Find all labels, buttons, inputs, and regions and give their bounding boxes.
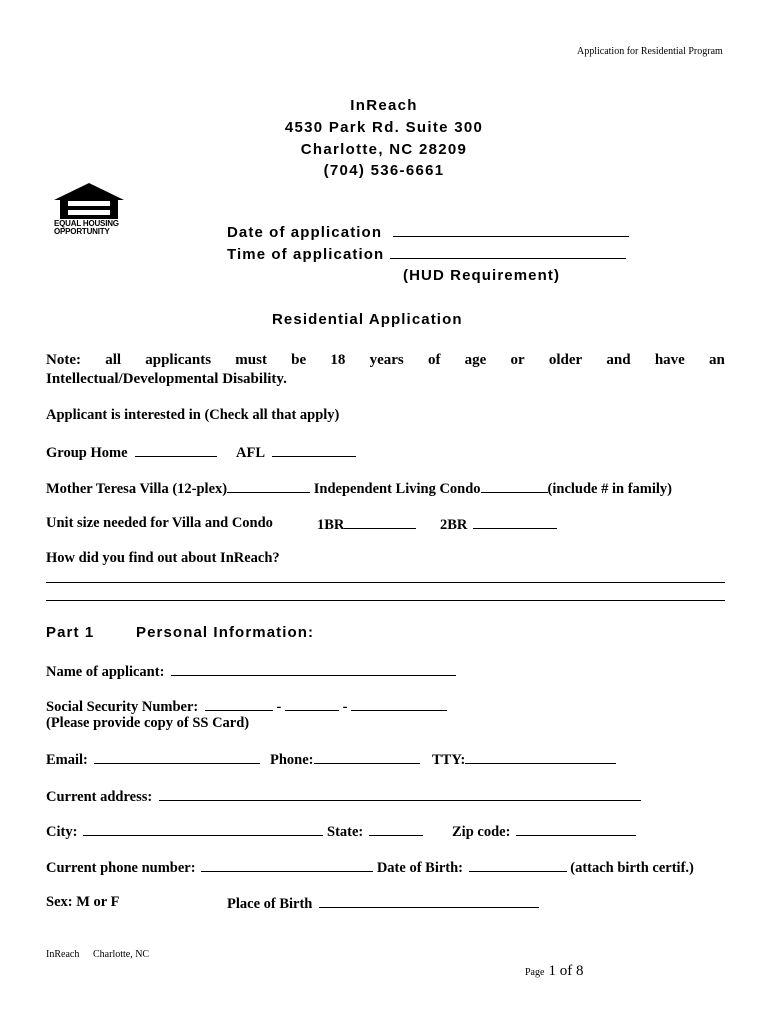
city-row: [46, 822, 323, 841]
page-indicator: [525, 962, 583, 980]
condo-label: Independent Living Condo: [313, 481, 481, 497]
note-word: all: [105, 352, 122, 368]
current-address-label: Current address:: [46, 789, 153, 805]
ssn-row: [46, 697, 447, 716]
unit-size-label: Unit size needed for Villa and Condo: [46, 515, 273, 531]
hud-requirement-note: (HUD Requirement): [403, 267, 561, 284]
email-field[interactable]: [94, 750, 260, 764]
group-home-row: [46, 443, 217, 462]
logo-text-line2: OPPORTUNITY: [54, 227, 110, 236]
how-found-line-2[interactable]: [46, 600, 725, 601]
footer-org: InReach: [46, 949, 80, 960]
note-word: applicants: [145, 352, 212, 368]
phone-row: [270, 750, 420, 769]
note-word: of: [427, 352, 441, 368]
email-row: [46, 750, 260, 769]
phone-field[interactable]: [314, 750, 420, 764]
place-of-birth-field[interactable]: [319, 894, 539, 908]
city-label: City:: [46, 824, 78, 840]
place-of-birth-label: Place of Birth: [227, 896, 313, 912]
ssn-note: (Please provide copy of SS Card): [46, 715, 250, 731]
equal-housing-house-icon: [52, 182, 126, 220]
org-address: 4530 Park Rd. Suite 300: [284, 119, 484, 136]
note-word: 18: [330, 352, 346, 368]
br2-row: [440, 515, 557, 534]
afl-row: [236, 443, 356, 462]
org-name: InReach: [350, 97, 418, 114]
note-word: years: [369, 352, 404, 368]
group-home-label: Group Home: [46, 445, 128, 461]
footer-city: Charlotte, NC: [93, 949, 150, 960]
tty-row: [432, 750, 616, 769]
note-word: an: [709, 352, 725, 368]
afl-field[interactable]: [272, 443, 356, 457]
time-of-application-label: Time of application: [227, 246, 385, 263]
state-row: [327, 822, 423, 841]
condo-family-field[interactable]: [481, 479, 548, 493]
how-found-line-1[interactable]: [46, 582, 725, 583]
date-of-application-field[interactable]: [393, 223, 629, 237]
note-line-1: [46, 352, 725, 369]
current-address-row: [46, 787, 641, 806]
logo-text-line1: EQUAL HOUSING: [54, 219, 119, 228]
sex-label: Sex: M or F: [46, 894, 120, 910]
note-word: older: [548, 352, 583, 368]
state-field[interactable]: [369, 822, 423, 836]
city-field[interactable]: [83, 822, 323, 836]
note-word: Note:: [46, 352, 81, 368]
villa-label: Mother Teresa Villa (12-plex): [46, 481, 228, 497]
phone-label: Phone:: [270, 752, 314, 768]
dob-label: Date of Birth:: [376, 860, 463, 876]
note-word: or: [510, 352, 525, 368]
br1-label: 1BR: [317, 517, 345, 533]
br2-field[interactable]: [473, 515, 557, 529]
date-of-application-label: Date of application: [227, 224, 383, 241]
group-home-field[interactable]: [135, 443, 217, 457]
villa-field[interactable]: [227, 479, 310, 493]
br2-label: 2BR: [440, 517, 468, 533]
tty-label: TTY:: [432, 752, 466, 768]
current-phone-label: Current phone number:: [46, 860, 196, 876]
form-title: Residential Application: [272, 311, 463, 328]
part1-number: Part 1: [46, 624, 95, 641]
applicant-name-field[interactable]: [171, 662, 456, 676]
note-word: be: [291, 352, 307, 368]
how-found-label: How did you find out about InReach?: [46, 550, 280, 566]
ssn-label: Social Security Number:: [46, 699, 199, 715]
email-label: Email:: [46, 752, 88, 768]
afl-label: AFL: [236, 445, 265, 461]
note-word: must: [235, 352, 267, 368]
br1-field[interactable]: [344, 515, 416, 529]
current-address-field[interactable]: [159, 787, 641, 801]
state-label: State:: [327, 824, 364, 840]
org-phone: (704) 536-6661: [323, 162, 445, 179]
zip-label: Zip code:: [452, 824, 511, 840]
equal-housing-logo: [52, 182, 126, 238]
running-header: Application for Residential Program: [577, 46, 723, 57]
page-number: 1 of 8: [548, 963, 584, 979]
date-of-application-row: [227, 223, 629, 241]
eligibility-note: [46, 352, 725, 388]
zip-row: [452, 822, 636, 841]
time-of-application-row: [227, 245, 626, 263]
place-of-birth-row: [227, 894, 539, 913]
br1-row: [317, 515, 416, 534]
dob-field[interactable]: [469, 858, 567, 872]
ssn-dash: -: [276, 699, 282, 715]
villa-condo-row: [46, 479, 672, 498]
note-word: age: [464, 352, 487, 368]
current-phone-row: [46, 858, 694, 877]
zip-field[interactable]: [516, 822, 636, 836]
page-word: Page: [525, 967, 545, 978]
note-word: and: [606, 352, 631, 368]
applicant-name-label: Name of applicant:: [46, 664, 165, 680]
note-line-2: Intellectual/Developmental Disability.: [46, 371, 287, 387]
interest-prompt: Applicant is interested in (Check all that apply): [46, 407, 340, 423]
dob-note: (attach birth certif.): [570, 860, 694, 876]
note-word: have: [654, 352, 685, 368]
org-city-state-zip: Charlotte, NC 28209: [300, 141, 468, 158]
ssn-field-part3[interactable]: [351, 697, 447, 711]
tty-field[interactable]: [465, 750, 616, 764]
ssn-field-part1[interactable]: [205, 697, 273, 711]
part1-title: Personal Information:: [136, 624, 315, 641]
ssn-dash: -: [342, 699, 348, 715]
time-of-application-field[interactable]: [390, 245, 626, 259]
ssn-field-part2[interactable]: [285, 697, 339, 711]
condo-suffix: (include # in family): [547, 481, 673, 497]
current-phone-field[interactable]: [201, 858, 373, 872]
applicant-name-row: [46, 662, 456, 681]
